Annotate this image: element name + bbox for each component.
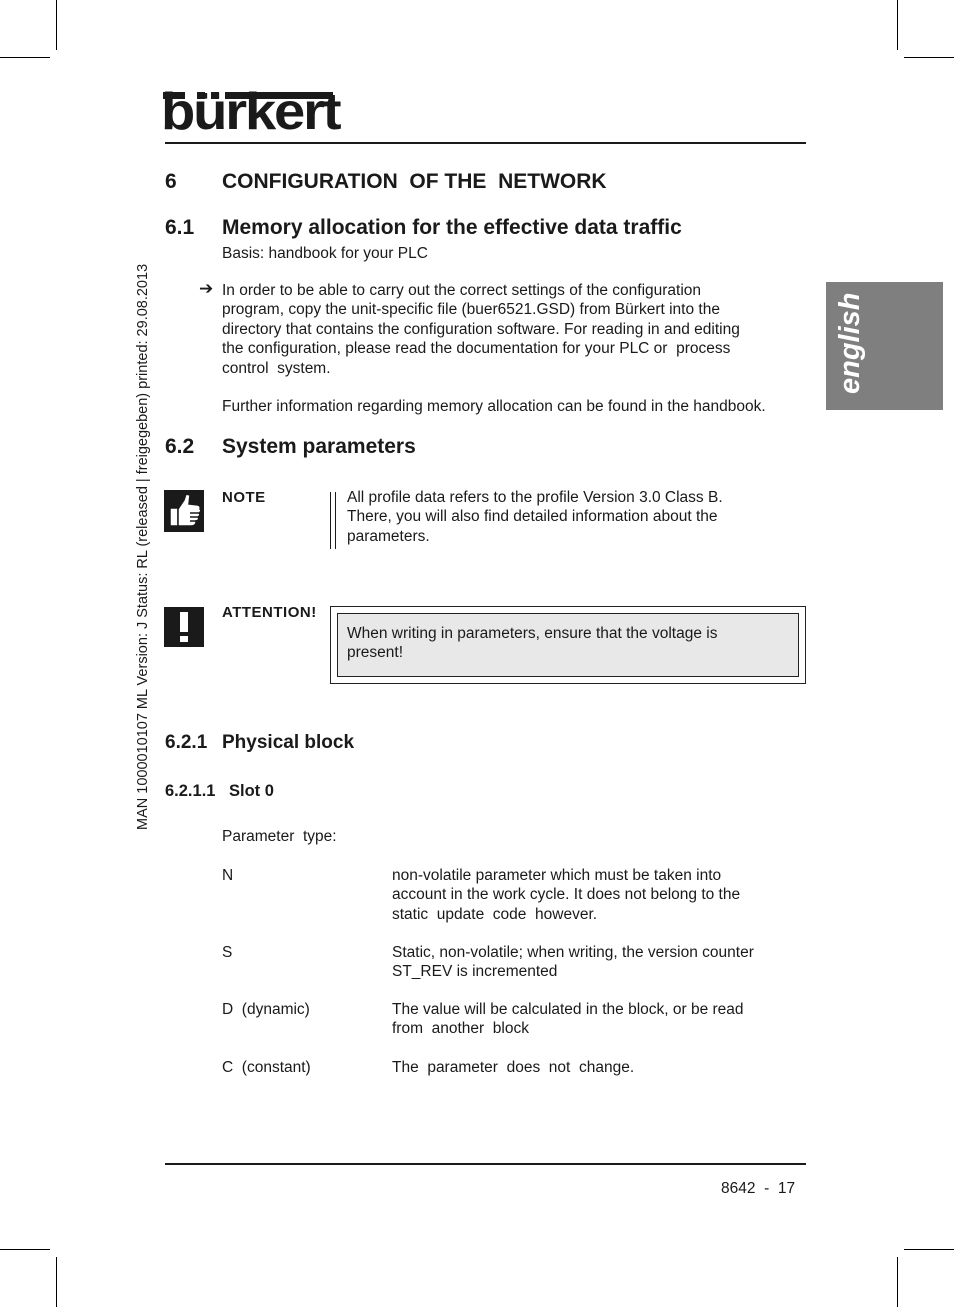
- note-line: There, you will also find detailed information about the: [347, 508, 718, 526]
- crop-mark: [904, 1249, 954, 1250]
- param-term: S: [222, 944, 233, 961]
- basis-text: Basis: handbook for your PLC: [222, 245, 428, 262]
- param-line: The value will be calculated in the block, or be read: [392, 1001, 744, 1018]
- crop-mark: [904, 57, 954, 58]
- paragraph-line: program, copy the unit-specific file (buer6521.GSD) from Bürkert into the: [222, 301, 720, 319]
- exclamation-icon: [164, 607, 204, 647]
- paragraph-line: In order to be able to carry out the correct settings of the configuration: [222, 282, 702, 299]
- section-6-number: 6: [165, 170, 177, 193]
- logo-text: bürkert: [161, 83, 340, 141]
- parameter-type-label: Parameter type:: [222, 828, 337, 845]
- note-divider: [330, 492, 331, 549]
- note-divider: [335, 492, 336, 549]
- page-number: 8642 - 17: [721, 1180, 796, 1197]
- section-6-2-1-title: Physical block: [222, 732, 355, 753]
- crop-mark: [897, 1257, 898, 1307]
- param-line: from another block: [392, 1020, 529, 1038]
- param-line: non-volatile parameter which must be taken into: [392, 867, 722, 884]
- section-6-2-title: System parameters: [222, 435, 416, 458]
- section-6-2-1-1-title: Slot 0: [229, 782, 274, 800]
- section-6-1-number: 6.1: [165, 216, 195, 239]
- param-description: [392, 1058, 634, 1077]
- section-6-2-number: 6.2: [165, 435, 195, 458]
- section-6-title: CONFIGURATION OF THE NETWORK: [222, 170, 607, 193]
- crop-mark: [0, 57, 50, 58]
- paragraph-line: directory that contains the configuration software. For reading in and editing: [222, 320, 740, 338]
- crop-mark: [897, 0, 898, 50]
- attention-text: [347, 624, 717, 663]
- language-tab-label: english: [834, 292, 866, 394]
- param-line: The parameter does not change.: [392, 1059, 635, 1076]
- side-status-text: MAN 1000010107 ML Version: J Status: RL (released | freigegeben) printed: 29.08.2013: [135, 263, 151, 830]
- arrow-icon: ➔: [199, 279, 214, 299]
- attention-inner-box: [337, 613, 799, 677]
- param-description: [392, 1000, 744, 1039]
- header-rule: [165, 142, 806, 144]
- paragraph-line: the configuration, please read the documentation for your PLC or process: [222, 340, 731, 358]
- thumbs-up-icon: [164, 490, 204, 532]
- further-info-text: Further information regarding memory allocation can be found in the handbook.: [222, 398, 766, 415]
- note-label: NOTE: [222, 489, 266, 506]
- param-line: Static, non-volatile; when writing, the version counter: [392, 944, 754, 961]
- section-6-1-title: Memory allocation for the effective data traffic: [222, 216, 682, 239]
- param-line: static update code however.: [392, 905, 598, 923]
- note-line: All profile data refers to the profile Version 3.0 Class B.: [347, 489, 723, 506]
- param-line: account in the work cycle. It does not belong to the: [392, 886, 741, 904]
- param-term: C (constant): [222, 1059, 311, 1076]
- attention-label: ATTENTION!: [222, 604, 317, 621]
- param-line: ST_REV is incremented: [392, 963, 558, 981]
- section-6-2-1-1-number: 6.2.1.1: [165, 782, 216, 800]
- crop-mark: [56, 0, 57, 50]
- param-term: N: [222, 867, 234, 884]
- param-description: [392, 866, 740, 924]
- language-tab: [826, 282, 943, 410]
- attention-line: present!: [347, 644, 404, 662]
- param-description: [392, 943, 754, 982]
- attention-line: When writing in parameters, ensure that the voltage is: [347, 625, 718, 642]
- param-term: D (dynamic): [222, 1001, 310, 1018]
- note-line: parameters.: [347, 527, 430, 545]
- footer-rule: [165, 1163, 806, 1165]
- paragraph-line: control system.: [222, 359, 331, 377]
- config-paragraph: [222, 281, 812, 378]
- note-text: [347, 488, 723, 546]
- crop-mark: [56, 1257, 57, 1307]
- crop-mark: [0, 1249, 50, 1250]
- attention-box: [330, 606, 806, 684]
- section-6-2-1-number: 6.2.1: [165, 732, 208, 753]
